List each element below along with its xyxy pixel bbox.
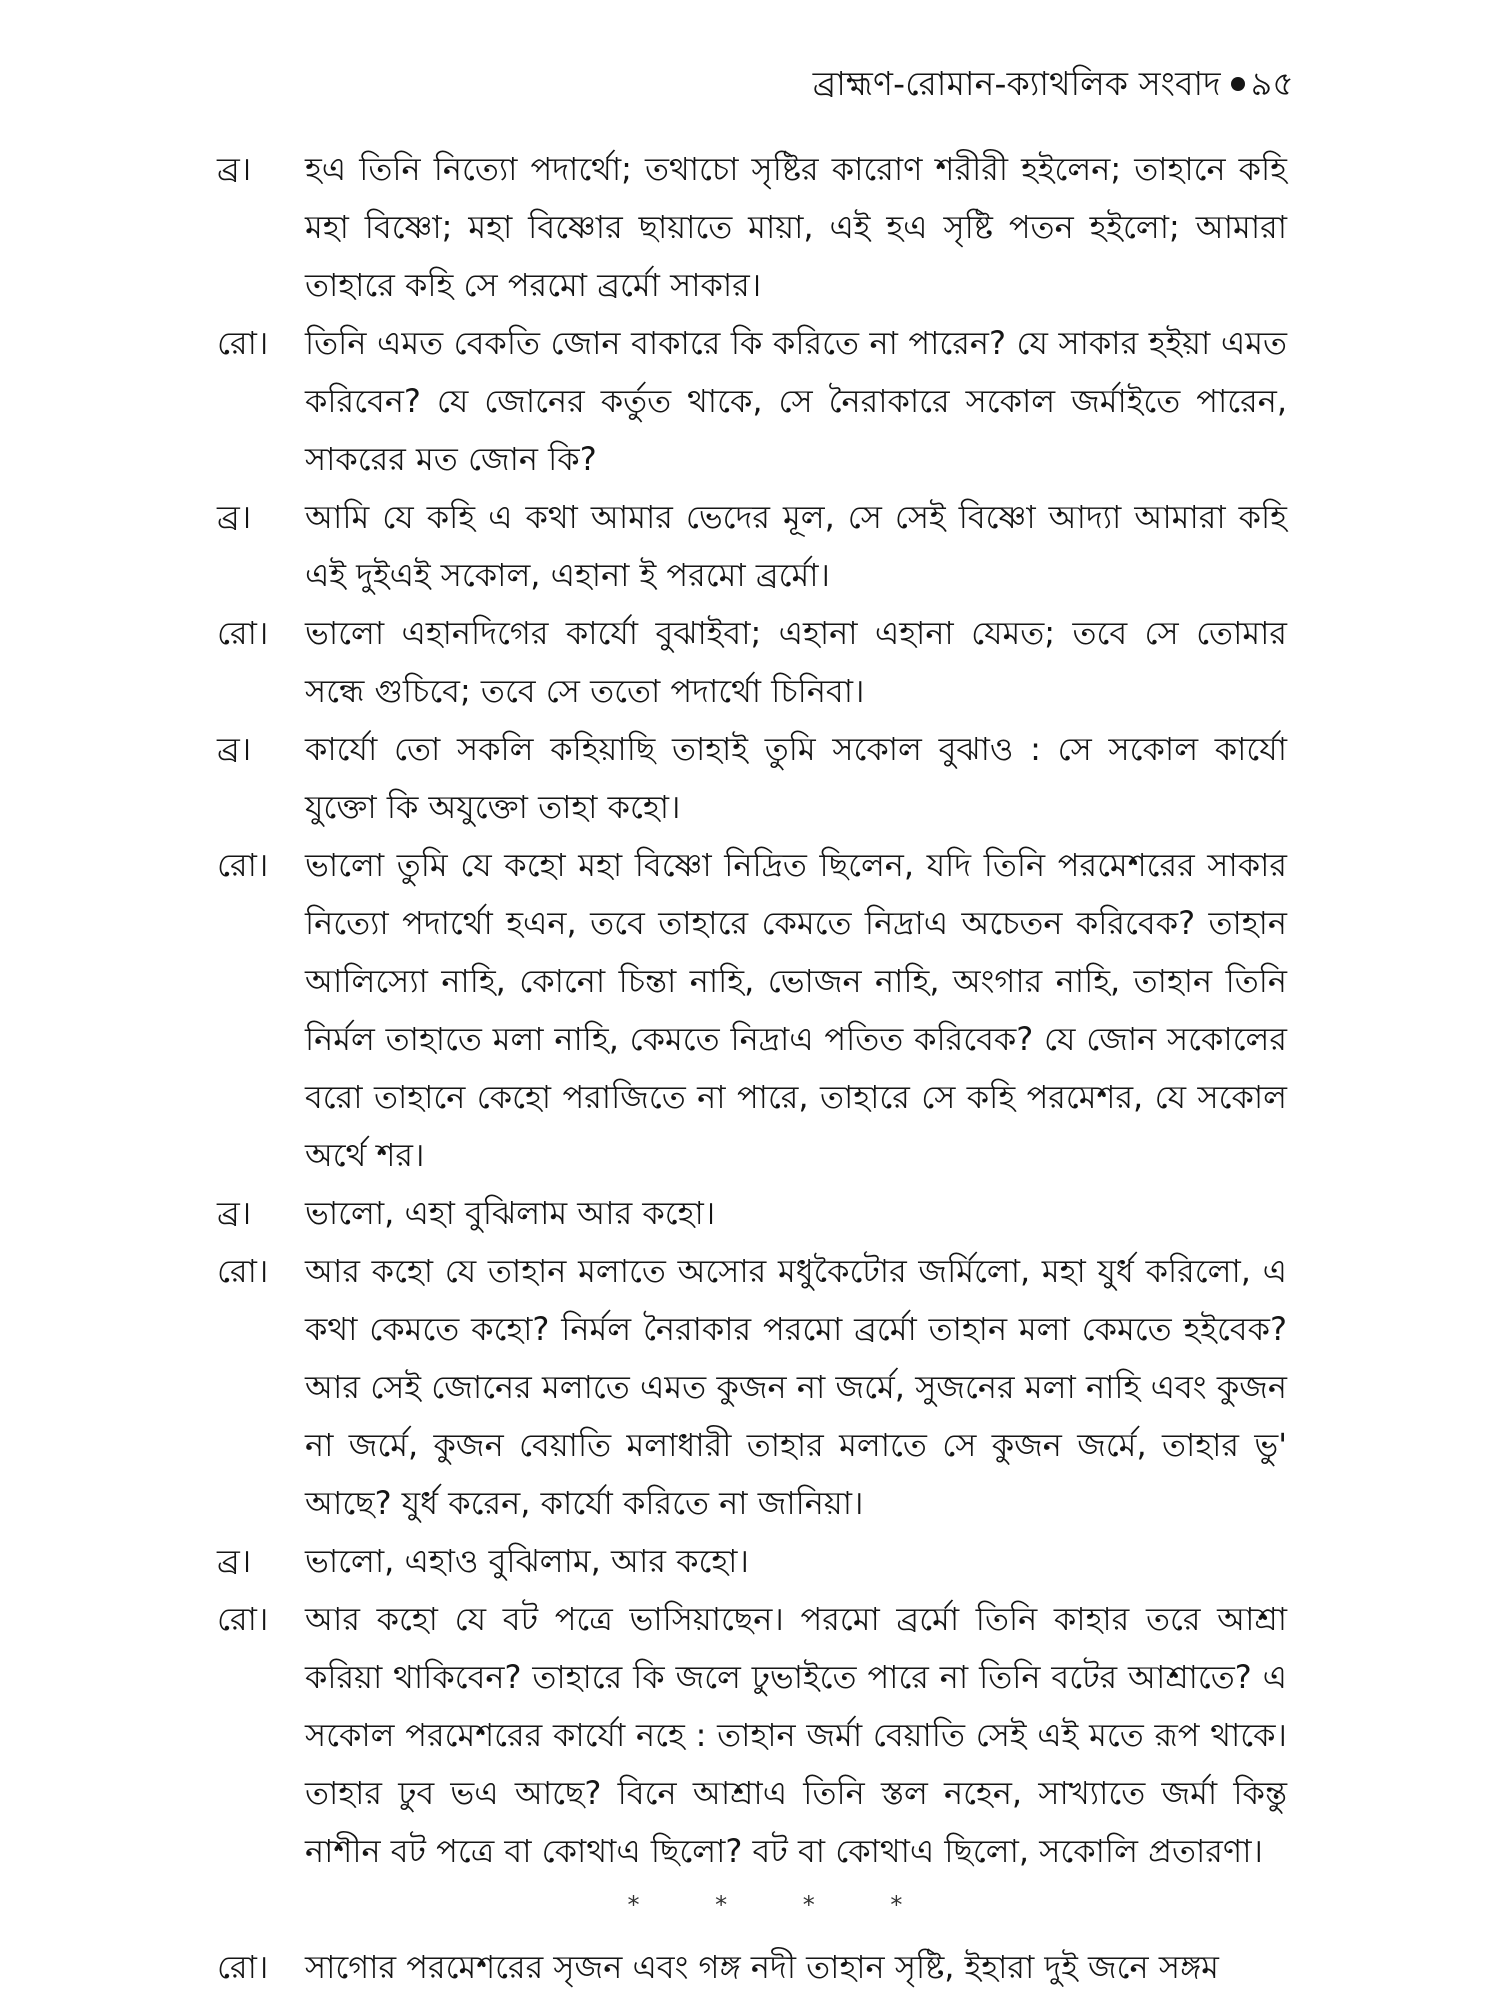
- section-separator: * * * *: [627, 1891, 937, 1919]
- dialogue-paragraph: [217, 1938, 1287, 1996]
- dialogue-paragraph: [217, 140, 1287, 314]
- paragraph-text: আর কহো যে তাহান মলাতে অসোর মধুকৈটোর জর্মিলো, মহা যুর্ধ করিলো, এ কথা কেমতে কহো? নির্মল নৈরাকার পরমো ব্রর্মো তাহান মলা কেমতে হইবেক? আর সেই জোনের মলাতে এমত কুজন না জর্মে, সুজনের মলা নাহি এবং কুজন না জর্মে, কুজন বেয়াতি মলাধারী তাহার মলাতে সে কুজন জর্মে, তাহার ভু' আছে? যুর্ধ করেন, কার্যো করিতে না জানিয়া।: [305, 1252, 1287, 1522]
- paragraph-text: আর কহো যে বট পত্রে ভাসিয়াছেন। পরমো ব্রর্মো তিনি কাহার তরে আশ্রা করিয়া থাকিবেন? তাহারে কি জলে ঢুভাইতে পারে না তিনি বটের আশ্রাতে? এ সকোল পরমেশরের কার্যো নহে : তাহান জর্মা বেয়াতি সেই এই মতে রূপ থাকে। তাহার ঢুব ভএ আছে? বিনে আশ্রাএ তিনি স্তল নহেন, সাখ্যাতে জর্মা কিন্তু নাশীন বট পত্রে বা কোথাএ ছিলো? বট বা কোথাএ ছিলো, সকোলি প্রতারণা।: [305, 1600, 1287, 1870]
- speaker-label: রো।: [217, 614, 269, 652]
- speaker-label: রো।: [217, 1948, 269, 1986]
- speaker-label: ব্র।: [217, 498, 252, 536]
- dialogue-paragraph: [217, 1184, 1287, 1242]
- paragraph-text: ভালো, এহাও বুঝিলাম, আর কহো।: [305, 1542, 749, 1580]
- speaker-label: ব্র।: [217, 730, 252, 768]
- speaker-label: ব্র।: [217, 1542, 252, 1580]
- speaker-label: রো।: [217, 1600, 269, 1638]
- dialogue-paragraph: [217, 1590, 1287, 1880]
- speaker-label: রো।: [217, 324, 269, 362]
- paragraph-text: তিনি এমত বেকতি জোন বাকারে কি করিতে না পারেন? যে সাকার হইয়া এমত করিবেন? যে জোনের কর্তুত থাকে, সে নৈরাকারে সকোল জর্মাইতে পারেন, সাকরের মত জোন কি?: [305, 324, 1287, 478]
- paragraph-text: কার্যো তো সকলি কহিয়াছি তাহাই তুমি সকোল বুঝাও : সে সকোল কার্যো যুক্তো কি অযুক্তো তাহা কহো।: [305, 730, 1287, 826]
- dialogue-paragraph: [217, 1532, 1287, 1590]
- paragraph-text: হএ তিনি নিত্যো পদার্থো; তথাচো সৃষ্টির কারোণ শরীরী হইলেন; তাহানে কহি মহা বিষ্ণো; মহা বিষ্ণোর ছায়াতে মায়া, এই হএ সৃষ্টি পতন হইলো; আমারা তাহারে কহি সে পরমো ব্রর্মো সাকার।: [305, 150, 1287, 304]
- paragraph-text: সাগোর পরমেশরের সৃজন এবং গঙ্গ নদী তাহান সৃষ্টি, ইহারা দুই জনে সঙ্গম: [305, 1948, 1219, 1986]
- dialogue-paragraph: [217, 314, 1287, 488]
- paragraph-text: ভালো, এহা বুঝিলাম আর কহো।: [305, 1194, 716, 1232]
- dialogue-paragraph: [217, 1242, 1287, 1532]
- paragraph-text: আমি যে কহি এ কথা আমার ভেদের মূল, সে সেই বিষ্ণো আদ্যা আমারা কহি এই দুইএই সকোল, এহানা ই পরমো ব্রর্মো।: [305, 498, 1287, 594]
- dialogue-body: [217, 140, 1287, 1996]
- dialogue-paragraph: [217, 488, 1287, 604]
- dialogue-paragraph: [217, 720, 1287, 836]
- running-header: [813, 58, 1294, 114]
- header-title: ব্রাহ্মণ-রোমান-ক্যাথলিক সংবাদ: [812, 64, 1221, 103]
- dialogue-paragraph: [217, 836, 1287, 1184]
- speaker-label: রো।: [217, 846, 269, 884]
- speaker-label: রো।: [217, 1252, 269, 1290]
- speaker-label: ব্র।: [217, 150, 252, 188]
- page-number: ৯৫: [1250, 64, 1294, 103]
- speaker-label: ব্র।: [217, 1194, 252, 1232]
- paragraph-text: ভালো এহানদিগের কার্যো বুঝাইবা; এহানা এহানা যেমত; তবে সে তোমার সন্ধে গুচিবে; তবে সে ততো পদার্থো চিনিবা।: [305, 614, 1287, 710]
- paragraph-text: ভালো তুমি যে কহো মহা বিষ্ণো নিদ্রিত ছিলেন, যদি তিনি পরমেশরের সাকার নিত্যো পদার্থো হএন, তবে তাহারে কেমতে নিদ্রাএ অচেতন করিবেক? তাহান আলিস্যো নাহি, কোনো চিন্তা নাহি, ভোজন নাহি, অংগার নাহি, তাহান তিনি নির্মল তাহাতে মলা নাহি, কেমতে নিদ্রাএ পতিত করিবেক? যে জোন সকোলের বরো তাহানে কেহো পরাজিতে না পারে, তাহারে সে কহি পরমেশর, যে সকোল অর্থে শর।: [305, 846, 1287, 1174]
- bullet-separator: [1231, 77, 1245, 91]
- dialogue-paragraph: [217, 604, 1287, 720]
